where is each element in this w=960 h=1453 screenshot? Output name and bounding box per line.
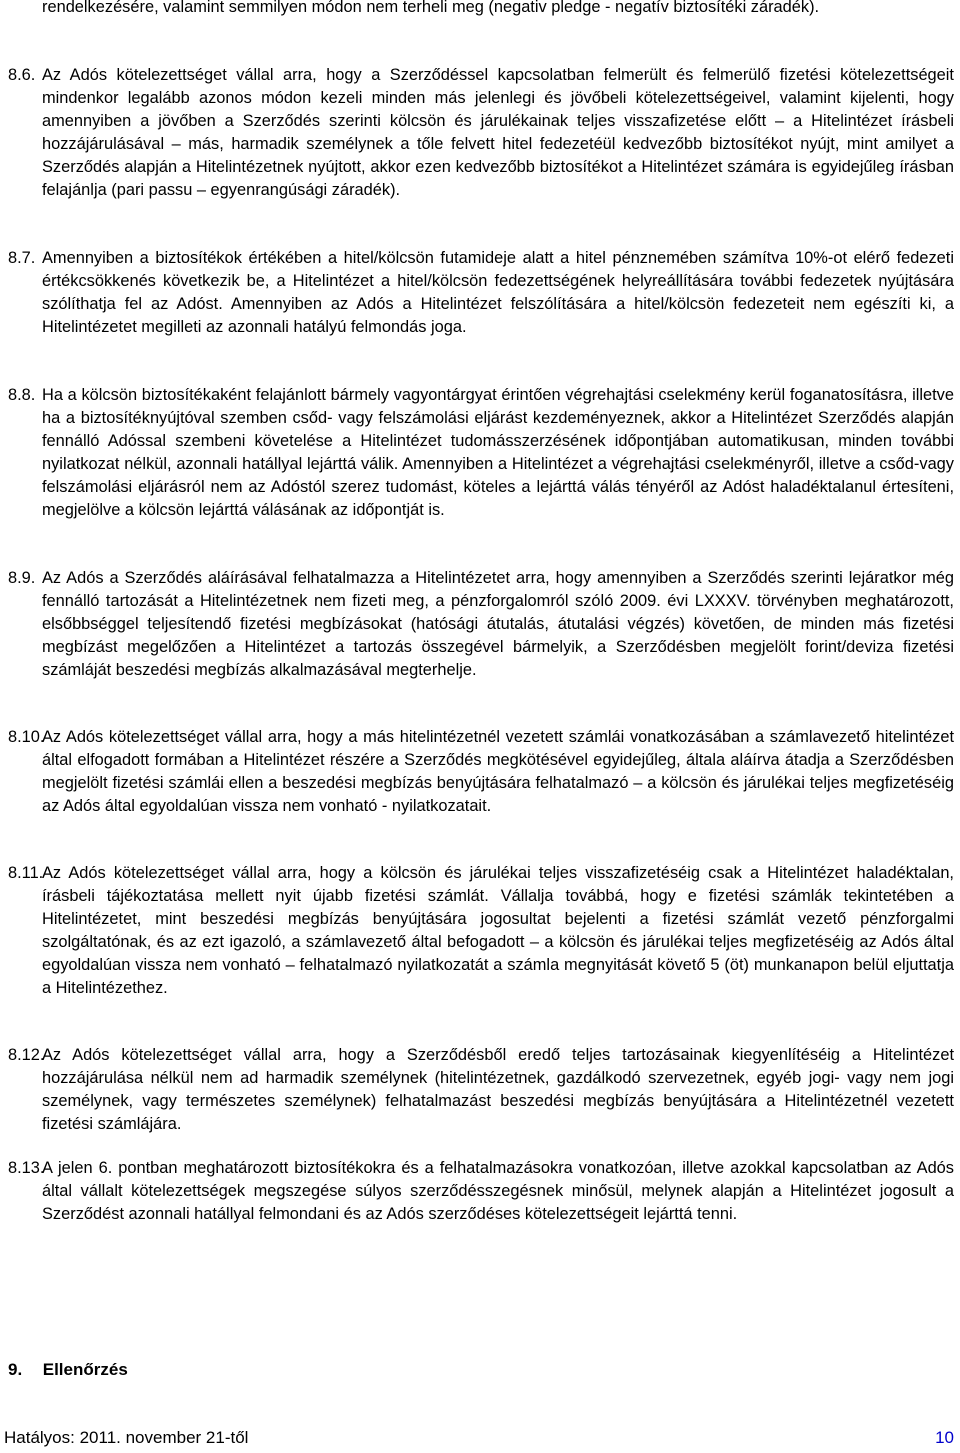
paragraph-number: 8.7. bbox=[8, 249, 36, 267]
paragraph-text: Az Adós kötelezettséget vállal arra, hogy a Szerződéssel kapcsolatban felmerült és felmerülő fizetési kötelezettségeit mindenkor legalább azonos módon kezeli minden más jelenlegi és jövőbeli kötelezettségeivel, valamint kijelenti, hogy amennyiben a jövőben a Szerződés szerinti kölcsön és járulékainak teljes visszafizetése előtt – a Hitelintézet írásbeli hozzájárulásával – más, harmadik személynek a tőle felvett hitel fedezetéül kedvezőbb biztosítékot nyújt, mint amilyet a Szerződés alapján a Hitelintézetnek nyújtott, akkor ezen kedvezőbb biztosítékot a Hitelintézet számára is egyidejűleg írásban felajánlja (pari passu – egyenrangúsági záradék). bbox=[42, 66, 954, 199]
section-number: 9. bbox=[8, 1360, 23, 1379]
paragraph-text: Az Adós a Szerződés aláírásával felhatalmazza a Hitelintézetet arra, hogy amennyiben a Szerződés szerinti lejáratkor még fennálló tartozását a Hitelintézetnek nem fizeti meg, a pénzforgalomról szóló 2009. évi LXXXV. törvényben meghatározott, elsőbbséggel teljesítendő fizetési megbízásokat (hatósági átutalás, átutalási végzés) követően, de minden más fizetési megbízást megelőzően a Hitelintézet a tartozás összegével bármelyik, a Szerződésben megjelölt forint/deviza fizetési számláját beszedési megbízás alkalmazásával megterhelje. bbox=[42, 569, 954, 679]
paragraph-8-11 bbox=[8, 862, 954, 1000]
paragraph-8-8 bbox=[8, 384, 954, 522]
paragraph-number: 8.6. bbox=[8, 66, 36, 84]
paragraph-8-7 bbox=[8, 247, 954, 339]
section-title: Ellenőrzés bbox=[42, 1360, 128, 1379]
paragraph-text: Az Adós kötelezettséget vállal arra, hogy a más hitelintézetnél vezetett számlái vonatkozásában a számlavezető hitelintézet által elfogadott formában a Hitelintézet részére a Szerződés megkötésével egyidejűleg, általa aláírva átadja a Szerződésben megjelölt fizetési számlái ellen a beszedési megbízás benyújtására felhatalmazó – a kölcsön és járulékai teljes megfizetéséig az Adós által egyoldalúan vissza nem vonható - nyilatkozatait. bbox=[42, 728, 954, 815]
page-number: 10 bbox=[935, 1428, 954, 1447]
paragraph-8-6 bbox=[8, 64, 954, 202]
paragraph-8-13 bbox=[8, 1157, 954, 1226]
paragraph-text: A jelen 6. pontban meghatározott biztosítékokra és a felhatalmazásokra vonatkozóan, illetve azokkal kapcsolatban az Adós által vállalt kötelezettségek megszegése súlyos szerződésszegésnek minősül, melynek alapján a Hitelintézet jogosult a Szerződést azonnali hatállyal felmondani és az Adós szerződéses kötelezettségeit lejárttá tenni. bbox=[42, 1159, 954, 1223]
paragraph-number: 8.9. bbox=[8, 569, 36, 587]
paragraph-8-10 bbox=[8, 726, 954, 818]
paragraph-number: 8.11. bbox=[8, 864, 44, 882]
paragraph-number: 8.8. bbox=[8, 386, 36, 404]
paragraph-text: Amennyiben a biztosítékok értékében a hitel/kölcsön futamideje alatt a hitel pénznemében számítva 10%-ot elérő fedezeti értékcsökkenés következik be, a Hitelintézet a hitel/kölcsön fedezettségének helyreállítására további fedezetek nyújtására szólíthatja fel az Adóst. Amennyiben az Adós a Hitelintézet felszólítására a hitel/kölcsön fedezeteit nem egészíti ki, a Hitelintézetet megilleti az azonnali hatályú felmondás joga. bbox=[42, 249, 954, 336]
section-heading bbox=[8, 1360, 128, 1380]
paragraph-text: Az Adós kötelezettséget vállal arra, hogy a Szerződésből eredő teljes tartozásainak kiegyenlítéséig a Hitelintézet hozzájárulása nélkül nem ad harmadik személynek (hitelintézetnek, gazdálkodó szervezetnek, egyéb jogi- vagy nem jogi személynek, vagy természetes személynek) felhatalmazást beszedési megbízás benyújtására a Hitelintézetnél vezetett fizetési számlájára. bbox=[42, 1046, 954, 1133]
paragraph-8-12 bbox=[8, 1044, 954, 1136]
paragraph-text: Az Adós kötelezettséget vállal arra, hogy a kölcsön és járulékai teljes visszafizetéséig csak a Hitelintézet haladéktalan, írásbeli tájékoztatása mellett nyit újabb fizetési számlát. Vállalja továbbá, hogy e fizetési számlák tekintetében a Hitelintézetet, mint beszedési megbízás benyújtására jogosultat bejelenti a fizetési számlát vezető pénzforgalmi szolgáltatónak, és az ezt igazoló, a számlavezető által befogadott – a kölcsön és járulékai teljes megfizetéséig az Adós által egyoldalúan vissza nem vonható – felhatalmazó nyilatkozatát a számla megnyitását követő 5 (öt) munkanapon belül eljuttatja a Hitelintézethez. bbox=[42, 864, 954, 997]
paragraph-number: 8.13. bbox=[8, 1159, 45, 1177]
paragraph-text: Ha a kölcsön biztosítékaként felajánlott bármely vagyontárgyat érintően végrehajtási cselekmény kerül foganatosításra, illetve ha a biztosítéknyújtóval szemben csőd- vagy felszámolási eljárást kezdeményeznek, akkor a Hitelintézet Szerződés alapján fennálló Adóssal szembeni követelése a Hitelintézet tudomásszerzésének időpontjában automatikusan, minden további nyilatkozat nélkül, azonnali hatállyal lejárttá válik. Amennyiben a Hitelintézet a végrehajtási cselekményről, illetve a csőd-vagy felszámolási eljárásról nem az Adóstól szerez tudomást, köteles a lejárttá válás tényéről az Adóst haladéktalanul értesíteni, megjelölve a kölcsön lejárttá válásának az időpontját is. bbox=[42, 386, 954, 519]
continued-paragraph: rendelkezésére, valamint semmilyen módon nem terheli meg (negativ pledge - negatív biztosítéki záradék). bbox=[42, 0, 820, 16]
paragraph-number: 8.12. bbox=[8, 1046, 45, 1064]
paragraph-8-9 bbox=[8, 567, 954, 682]
paragraph-number: 8.10. bbox=[8, 728, 45, 746]
effective-date: Hatályos: 2011. november 21-től bbox=[4, 1428, 249, 1447]
